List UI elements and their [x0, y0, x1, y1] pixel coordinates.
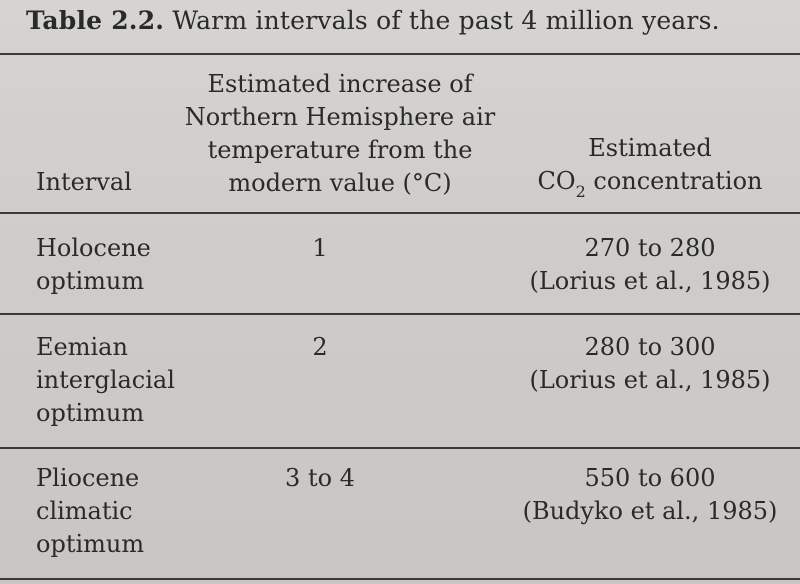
header-temperature-line: Northern Hemisphere air [184, 103, 496, 131]
caption-text: Warm intervals of the past 4 million years. [172, 6, 720, 35]
header-temperature-line: temperature from the [207, 136, 473, 164]
row-temperature: 3 to 4 [285, 464, 355, 492]
row-co2-source: (Lorius et al., 1985) [529, 366, 771, 394]
row-co2-value: 280 to 300 [584, 333, 716, 361]
row-interval [36, 232, 151, 298]
header-temperature [170, 68, 510, 200]
row-co2 [520, 232, 780, 298]
row-interval-line: optimum [36, 530, 145, 558]
row-interval-line: optimum [36, 267, 145, 295]
row-temperature: 1 [312, 234, 328, 262]
table-caption [26, 6, 720, 35]
row-interval-line: optimum [36, 399, 145, 427]
row-rule [0, 313, 800, 315]
header-co2-line2 [520, 165, 780, 201]
row-co2-value: 270 to 280 [584, 234, 716, 262]
header-co2-line1: Estimated [588, 134, 712, 162]
header-temperature-line: Estimated increase of [207, 70, 473, 98]
row-co2 [520, 331, 780, 397]
row-interval-line: climatic [36, 497, 133, 525]
row-co2-source: (Lorius et al., 1985) [529, 267, 771, 295]
header-rule [0, 212, 800, 214]
row-interval [36, 462, 144, 561]
row-interval-line: interglacial [36, 366, 175, 394]
co2-suffix: concentration [585, 167, 763, 195]
row-co2 [520, 462, 780, 528]
header-temperature-line: modern value (°C) [228, 169, 452, 197]
row-interval [36, 331, 175, 430]
row-temperature: 2 [312, 333, 328, 361]
row-co2-value: 550 to 600 [584, 464, 716, 492]
row-co2-source: (Budyko et al., 1985) [522, 497, 778, 525]
row-interval-line: Pliocene [36, 464, 140, 492]
row-rule [0, 447, 800, 449]
row-interval-line: Holocene [36, 234, 151, 262]
row-interval-line: Eemian [36, 333, 128, 361]
header-interval: Interval [36, 168, 132, 196]
header-co2 [520, 132, 780, 201]
bottom-rule [0, 578, 800, 580]
co2-prefix: CO [537, 167, 576, 195]
co2-subscript: 2 [575, 182, 586, 201]
top-rule [0, 53, 800, 55]
caption-label: Table 2.2. [26, 6, 165, 35]
